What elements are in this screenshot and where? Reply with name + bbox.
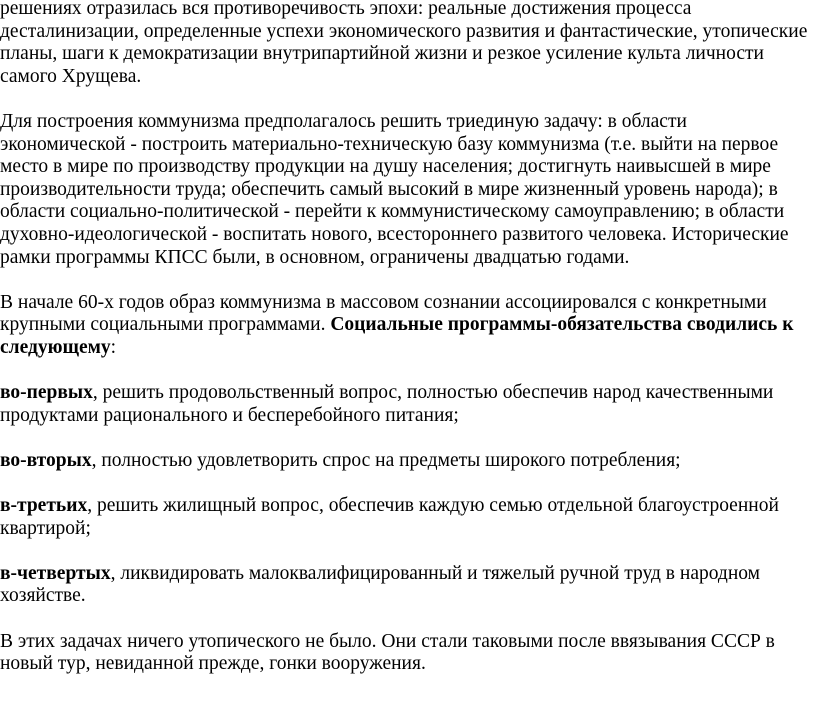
list-item-lead: во-вторых — [0, 449, 92, 471]
list-item-text: , ликвидировать малоквалифицированный и тяжелый ручной труд в народном хозяйстве. — [0, 562, 760, 607]
list-item-first — [0, 382, 812, 427]
list-item-third — [0, 495, 812, 540]
paragraph-social-programs — [0, 292, 812, 360]
paragraph-conclusion: В этих задачах ничего утопического не было. Они стали таковыми после ввязывания СССР в новый тур, невиданной прежде, гонки вооружения. — [0, 630, 775, 675]
paragraph-tail: : — [110, 336, 117, 358]
list-item-fourth — [0, 563, 812, 608]
list-item-text: , полностью удовлетворить спрос на предметы широкого потребления; — [91, 449, 681, 471]
paragraph-intro: решениях отразилась вся противоречивость эпохи: реальные достижения процесса десталинизации, определенные успехи экономического развития и фантастические, утопические планы, шаги к демократизации внутрипартийной жизни и резкое усиление культа личности самого Хрущева. — [0, 0, 808, 87]
list-item-lead: во-первых — [0, 382, 93, 404]
paragraph-triune-task: Для построения коммунизма предполагалось решить триединую задачу: в области экономической - построить материально-техническую базу коммунизма (т.е. выйти на первое место в мире по производству продукции на душу населения; достигнуть наивысшей в мире производительности труда; обеспечить самый высокий в мире жизненный уровень народа); в области социально-политической - перейти к коммунистическому самоуправлению; в области духовно-идеологической - воспитать нового, всестороннего развитого человека. Исторические рамки программы КПСС были, в основном, ограничены двадцатью годами. — [0, 110, 789, 268]
bold-heading: Социальные программы-обязательства сводились к следующему — [0, 314, 794, 358]
list-item-lead: в-третьих — [0, 495, 88, 517]
list-item-text: , решить жилищный вопрос, обеспечив каждую семью отдельной благоустроенной квартирой; — [0, 495, 779, 539]
list-item-second — [0, 450, 812, 473]
list-item-lead: в-четвертых — [0, 562, 111, 584]
paragraph-text: В начале 60-х годов образ коммунизма в массовом сознании ассоциировался с конкретными крупными социальными программами. — [0, 291, 767, 336]
list-item-text: , решить продовольственный вопрос, полностью обеспечив народ качественными продуктами рационального и бесперебойного питания; — [0, 382, 774, 426]
